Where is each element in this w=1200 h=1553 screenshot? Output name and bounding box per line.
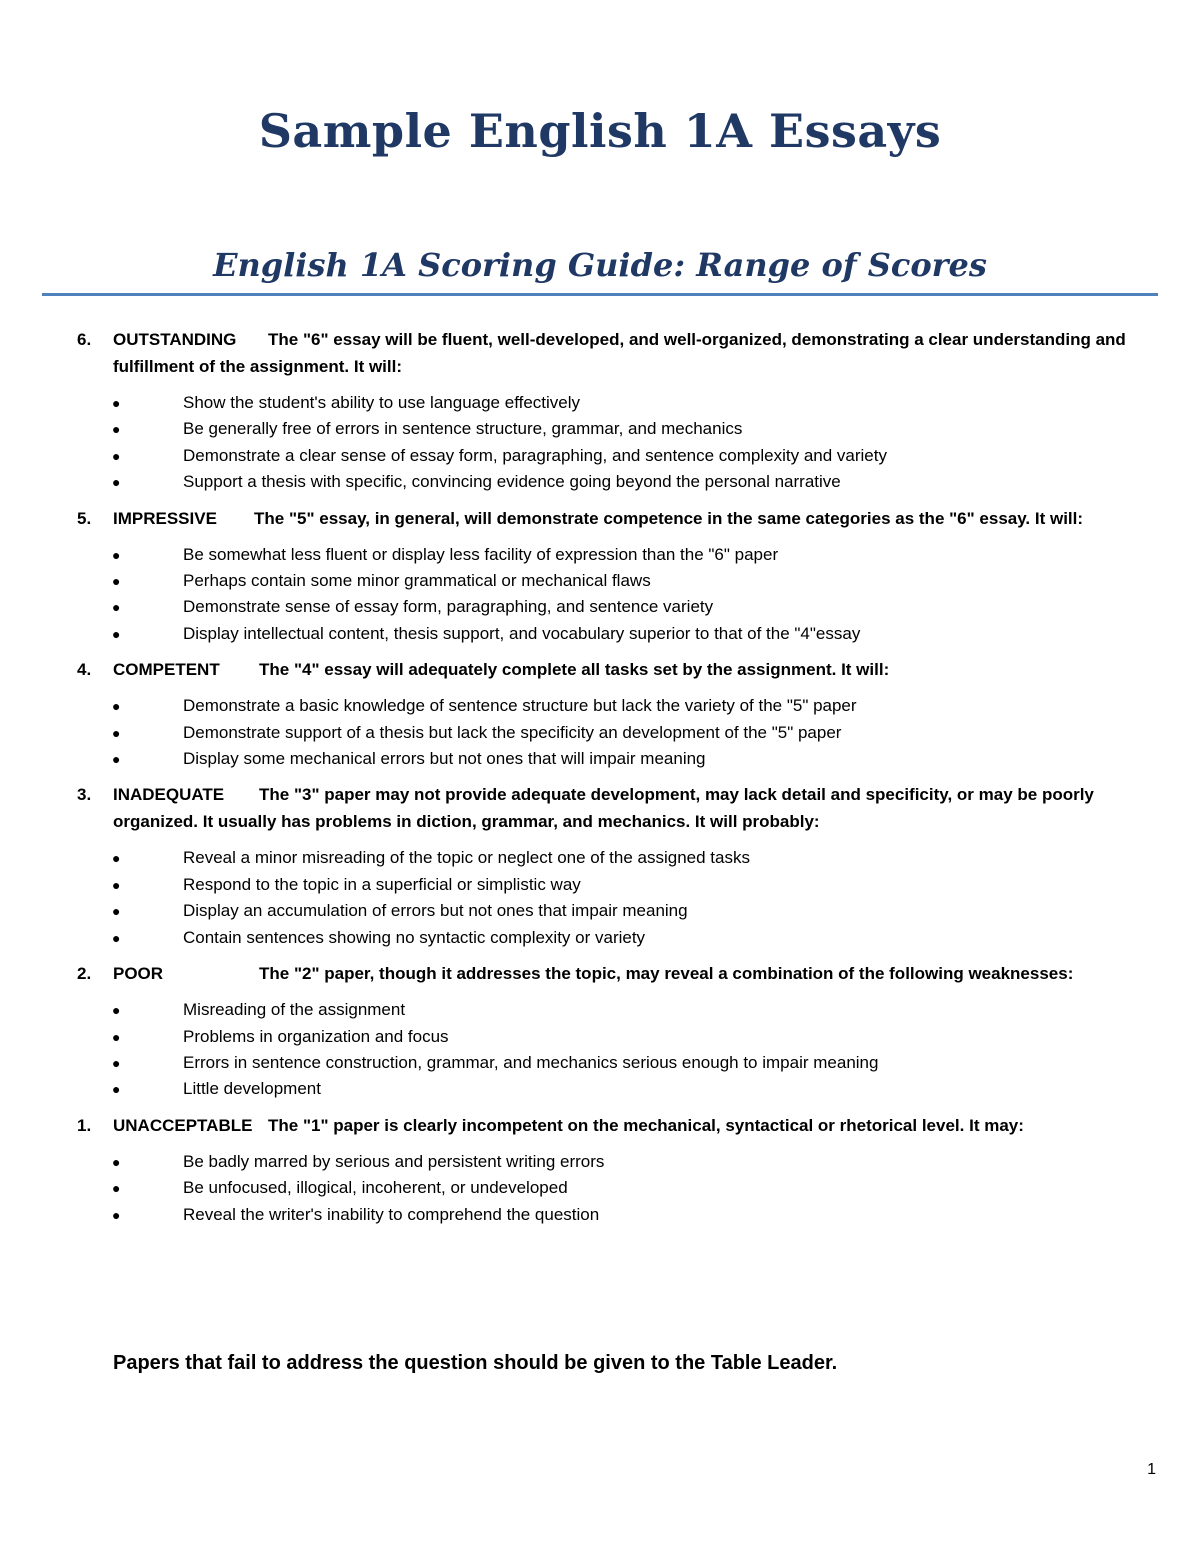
score-heading (0, 505, 1200, 532)
list-item: ● Errors in sentence construction, grammar, and mechanics serious enough to impair meaning (0, 1050, 1200, 1076)
list-item: ● Reveal the writer's inability to comprehend the question (0, 1202, 1200, 1228)
list-item: ● Display intellectual content, thesis support, and vocabulary superior to that of the "4"essay (0, 621, 1200, 647)
score-section-2 (0, 960, 1200, 1103)
list-item: ● Be somewhat less fluent or display less facility of expression than the "6" paper (0, 542, 1200, 568)
list-item: ● Misreading of the assignment (0, 997, 1200, 1023)
list-item: ● Be badly marred by serious and persistent writing errors (0, 1149, 1200, 1175)
bullet-icon: ● (112, 625, 121, 642)
score-level: OUTSTANDING (113, 330, 237, 349)
list-item: ● Demonstrate a basic knowledge of sentence structure but lack the variety of the "5" paper (0, 693, 1200, 719)
score-description: The "6" essay will be fluent, well-developed, and well-organized, demonstrating a clear understanding and fulfillment of the assignment. It will: (113, 330, 1126, 376)
score-level: COMPETENT (113, 660, 220, 680)
closing-note: Papers that fail to address the question should be given to the Table Leader. (113, 1352, 838, 1374)
score-number: 6. (77, 330, 92, 349)
score-description: The "5" essay, in general, will demonstrate competence in the same categories as the "6" essay. It will: (254, 508, 1084, 528)
score-level: POOR (113, 964, 164, 984)
bullet-icon: ● (112, 698, 121, 715)
bullet-icon: ● (112, 1180, 121, 1197)
score-heading (0, 781, 1200, 835)
score-number: 4. (77, 660, 92, 680)
bullet-icon: ● (112, 1028, 121, 1045)
bullet-icon: ● (112, 395, 121, 411)
list-item: ● Demonstrate a clear sense of essay form, paragraphing, and sentence complexity and variety (0, 443, 1200, 469)
bullet-icon: ● (112, 751, 121, 768)
bullet-icon: ● (112, 1206, 121, 1223)
score-section-6 (0, 326, 1200, 496)
score-number: 5. (77, 508, 92, 528)
list-item: ● Demonstrate support of a thesis but lack the specificity an development of the "5" paper (0, 720, 1200, 746)
bullet-icon: ● (112, 876, 121, 893)
bullet-icon: ● (112, 474, 121, 491)
score-description: The "4" essay will adequately complete all tasks set by the assignment. It will: (259, 660, 890, 680)
bullet-icon: ● (112, 1002, 121, 1019)
criteria-list (0, 390, 1200, 496)
bullet-icon: ● (112, 1081, 121, 1098)
list-item: ● Contain sentences showing no syntactic complexity or variety (0, 925, 1200, 951)
criteria-list (0, 542, 1200, 648)
bullet-icon: ● (112, 546, 121, 563)
document-subtitle: English 1A Scoring Guide: Range of Scores (213, 246, 987, 284)
score-number: 1. (77, 1115, 92, 1135)
score-heading (0, 656, 1200, 683)
score-section-5 (0, 505, 1200, 648)
document-title: Sample English 1A Essays (258, 104, 942, 158)
bullet-icon: ● (112, 447, 121, 464)
list-item: ● Show the student's ability to use language effectively (0, 390, 1200, 416)
score-heading (0, 326, 1200, 380)
page-number: 1 (1147, 1461, 1156, 1478)
list-item: ● Display an accumulation of errors but not ones that impair meaning (0, 898, 1200, 924)
score-section-3 (0, 781, 1200, 951)
list-item: ● Perhaps contain some minor grammatical or mechanical flaws (0, 568, 1200, 594)
score-description: The "3" paper may not provide adequate development, may lack detail and specificity, or may be poorly organized. It usually has problems in diction, grammar, and mechanics. It will probably: (113, 785, 1094, 832)
score-number: 3. (77, 785, 92, 805)
criteria-list (0, 693, 1200, 772)
title-rule (42, 293, 1158, 296)
list-item: ● Little development (0, 1076, 1200, 1102)
list-item: ● Display some mechanical errors but not ones that will impair meaning (0, 746, 1200, 772)
list-item: ● Be generally free of errors in sentence structure, grammar, and mechanics (0, 416, 1200, 442)
bullet-icon: ● (112, 850, 121, 867)
criteria-list (0, 1149, 1200, 1228)
score-level: IMPRESSIVE (113, 508, 217, 528)
bullet-icon: ● (112, 573, 121, 590)
bullet-icon: ● (112, 724, 121, 741)
score-description: The "1" paper is clearly incompetent on the mechanical, syntactical or rhetorical level. It may: (268, 1115, 1024, 1135)
score-heading (0, 1112, 1200, 1139)
list-item: ● Support a thesis with specific, convincing evidence going beyond the personal narrative (0, 469, 1200, 495)
bullet-icon: ● (112, 903, 121, 920)
score-section-4 (0, 656, 1200, 772)
bullet-icon: ● (112, 421, 121, 438)
bullet-icon: ● (112, 1054, 121, 1071)
list-item: ● Be unfocused, illogical, incoherent, or undeveloped (0, 1175, 1200, 1201)
bullet-icon: ● (112, 929, 121, 946)
score-number: 2. (77, 964, 92, 984)
score-heading (0, 960, 1200, 987)
score-section-1 (0, 1112, 1200, 1228)
scoring-guide (0, 326, 1200, 1237)
list-item: ● Problems in organization and focus (0, 1024, 1200, 1050)
list-item: ● Respond to the topic in a superficial or simplistic way (0, 872, 1200, 898)
score-description: The "2" paper, though it addresses the topic, may reveal a combination of the following weaknesses: (259, 964, 1074, 984)
score-level: INADEQUATE (113, 785, 225, 805)
bullet-icon: ● (112, 599, 121, 616)
list-item: ● Reveal a minor misreading of the topic or neglect one of the assigned tasks (0, 845, 1200, 871)
score-level: UNACCEPTABLE (113, 1115, 253, 1135)
criteria-list (0, 845, 1200, 951)
bullet-icon: ● (112, 1153, 121, 1170)
list-item: ● Demonstrate sense of essay form, paragraphing, and sentence variety (0, 594, 1200, 620)
criteria-list (0, 997, 1200, 1103)
